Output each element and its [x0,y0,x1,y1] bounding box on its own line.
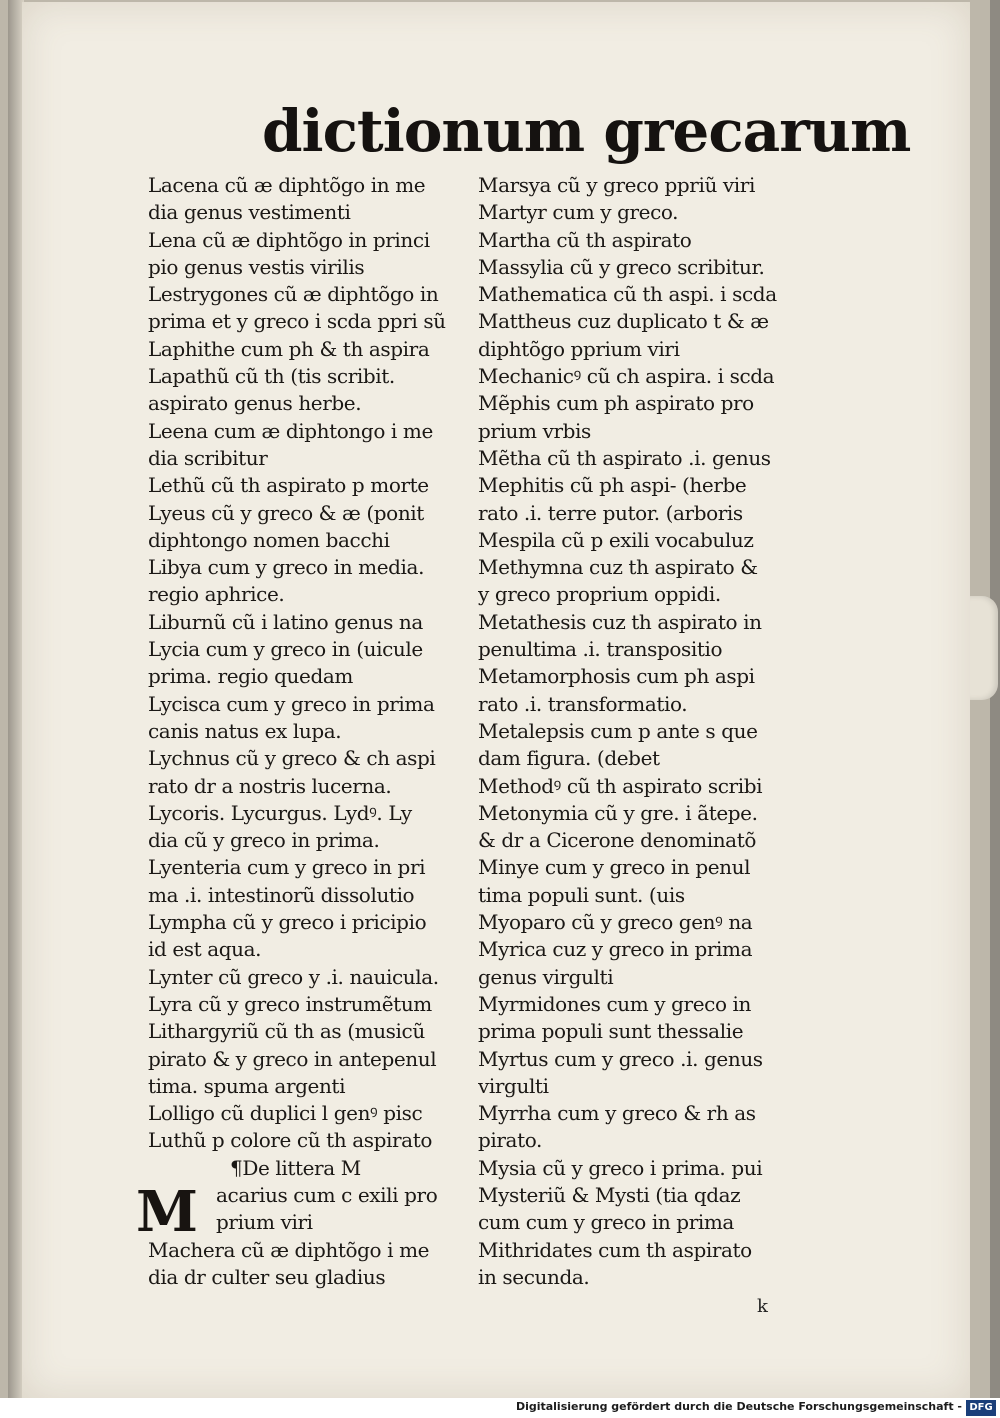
decorated-initial: M [136,1178,198,1245]
text-line: Lyenteria cum y greco in pri [148,855,426,880]
text-line: Mespila cũ p exili vocabuluz [478,527,754,552]
text-line: pirato & y greco in antepenul [148,1046,437,1071]
text-line: Lena cũ æ diphtõgo in princi [148,227,430,252]
text-line: dia genus vestimenti [148,200,351,225]
text-line: penultima .i. transpositio [478,637,723,662]
text-line: Mephitis cũ ph aspi- (herbe [478,473,747,498]
text-line: Mattheus cuz duplicato t & æ [478,309,769,334]
text-line: Myrica cuz y greco in prima [478,937,753,962]
text-line: pirato. [478,1128,542,1153]
text-line: regio aphrice. [148,582,285,607]
text-line: Lacena cũ æ diphtõgo in me [148,173,426,197]
text-line: Mẽtha cũ th aspirato .i. genus [478,445,771,470]
text-line: prima populi sunt thessalie [478,1019,744,1044]
text-line: ma .i. intestinorũ dissolutio [148,882,415,907]
text-line: Minye cum y greco in penul [478,855,751,880]
text-line: Lithargyriũ cũ th as (musicũ [148,1019,425,1044]
text-line: diphtõgo pprium viri [478,336,680,361]
text-line: Lyra cũ y greco instrumẽtum [148,991,432,1016]
text-line: prima et y greco i scda ppri sũ [148,309,446,334]
text-line: Lyeus cũ y greco & æ (ponit [148,500,424,525]
text-line: Libya cum y greco in media. [148,555,425,580]
text-line: acarius cum c exili pro [216,1182,438,1207]
text-line: Martha cũ th aspirato [478,227,692,252]
text-line: tima. spuma argenti [148,1073,346,1098]
text-line: Mathematica cũ th aspi. i scda [478,282,777,307]
text-line: diphtongo nomen bacchi [148,527,390,552]
text-line: Lycoris. Lycurgus. Lydꝰ. Ly [148,800,412,825]
text-line: Martyr cum y greco. [478,200,679,225]
text-line: Lympha cũ y greco i pricipio [148,910,427,935]
text-line: y greco proprium oppidi. [478,582,721,607]
text-line: rato .i. terre putor. (arboris [478,500,743,525]
text-line: Luthũ p colore cũ th aspirato [148,1128,432,1153]
text-line: Lycisca cum y greco in prima [148,691,435,716]
page-edge-tab [968,596,998,700]
text-line: prium viri [216,1210,313,1235]
text-line: Lynter cũ greco y .i. nauicula. [148,964,439,989]
initial-block [136,1178,466,1245]
text-line: Methymna cuz th aspirato & [478,555,758,580]
text-line: Mysteriũ & Mysti (tia qdaz [478,1182,741,1207]
text-line: Laphithe cum ph & th aspira [148,336,430,361]
section-heading: ¶De littera M [230,1155,361,1180]
text-line: Lolligo cũ duplici l genꝰ pisc [148,1101,423,1126]
text-line: pio genus vestis virilis [148,254,365,279]
text-line: Liburnũ cũ i latino genus na [148,609,423,634]
text-line: Machera cũ æ diphtõgo i me [148,1237,430,1262]
text-line: cum cum y greco in prima [478,1210,734,1235]
text-line: aspirato genus herbe. [148,391,362,416]
text-line: prima. regio quedam [148,664,353,689]
text-line: Lethũ cũ th aspirato p morte [148,473,429,498]
text-line: Leena cum æ diphtongo i me [148,418,433,443]
text-line: Myoparo cũ y greco genꝰ na [478,910,753,935]
text-line: Methodꝰ cũ th aspirato scribi [478,773,763,798]
text-line: dam figura. (debet [478,746,660,771]
text-line: Massylia cũ y greco scribitur. [478,254,765,279]
text-line: & dr a Cicerone denominatõ [478,828,756,853]
text-line: id est aqua. [148,937,262,962]
right-text-column [478,172,808,1291]
text-line: Metonymia cũ y gre. i ãtepe. [478,800,758,825]
text-line: virgulti [478,1073,549,1098]
text-line: tima populi sunt. (uis [478,882,685,907]
dfg-logo: DFG [966,1400,996,1416]
footer-credit: Digitalisierung gefördert durch die Deutsche Forschungsgemeinschaft - [515,1400,962,1413]
text-line: Lychnus cũ y greco & ch aspi [148,746,436,771]
text-line: Metamorphosis cum ph aspi [478,664,755,689]
text-line: Myrrha cum y greco & rh as [478,1101,756,1126]
text-line: genus virgulti [478,964,614,989]
text-line: canis natus ex lupa. [148,718,342,743]
text-line: prium vrbis [478,418,591,443]
text-line: dia dr culter seu gladius [148,1264,386,1289]
text-line: Mechanicꝰ cũ ch aspira. i scda [478,364,775,389]
text-line: Mithridates cum th aspirato [478,1237,752,1262]
text-line: Lapathũ cũ th (tis scribit. [148,364,395,389]
text-line: Lycia cum y greco in (uicule [148,637,423,662]
text-line: in secunda. [478,1264,590,1289]
signature-mark: k [757,1296,768,1317]
text-line: Mysia cũ y greco i prima. pui [478,1155,763,1180]
text-line: Metathesis cuz th aspirato in [478,609,762,634]
text-line: Myrmidones cum y greco in [478,991,752,1016]
text-line: Mẽphis cum ph aspirato pro [478,391,754,416]
text-line: rato dr a nostris lucerna. [148,773,392,798]
text-line: Metalepsis cum p ante s que [478,718,758,743]
text-line: rato .i. transformatio. [478,691,688,716]
page-title: dictionum grecarum [262,97,911,165]
left-text-column [136,172,466,1291]
footer-bar [0,1398,1000,1418]
text-line: Lestrygones cũ æ diphtõgo in [148,282,439,307]
text-line: dia scribitur [148,445,268,470]
text-line: Myrtus cum y greco .i. genus [478,1046,763,1071]
text-line: Marsya cũ y greco ppriũ viri [478,173,755,197]
text-line: dia cũ y greco in prima. [148,828,380,853]
